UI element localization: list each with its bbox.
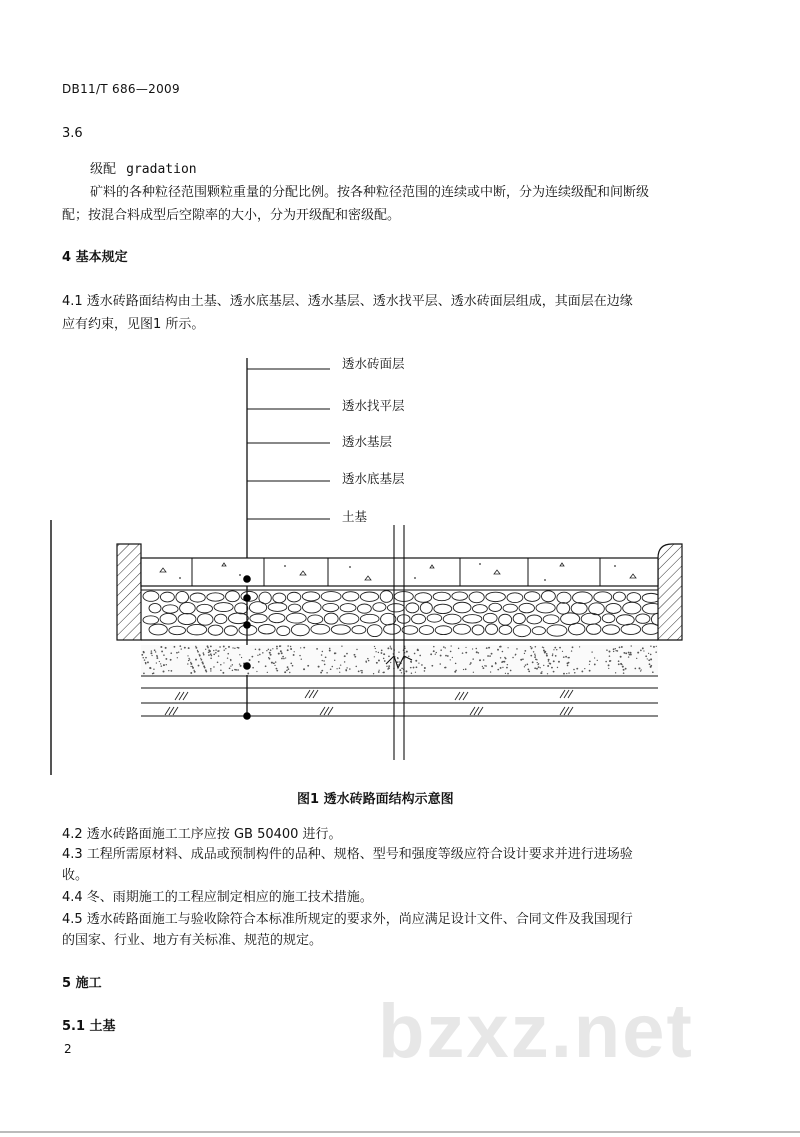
definition-line-2: 配；按混合料成型后空隙率的大小，分为开级配和密级配。 [62,208,401,223]
term-english: gradation [126,162,197,177]
figure-caption: 图1 透水砖路面结构示意图 [297,792,454,807]
layer-label-surface: 透水砖面层 [342,356,405,371]
definition-line-1: 矿料的各种粒径范围颗粒重量的分配比例。按各种粒径范围的连续或中断，分为连续级配和间断级 [90,185,650,200]
clause-4-5-line-2: 的国家、行业、地方有关标准、规范的规定。 [62,933,323,948]
clause-4-3-line-1: 4.3 工程所需原材料、成品或预制构件的品种、规格、型号和强度等级应符合设计要求并进行进场验 [62,847,633,862]
clause-4-3-line-2: 收。 [62,868,89,883]
clause-4-1-line-2: 应有约束，见图1 所示。 [62,317,205,332]
section-number: 3.6 [62,126,83,141]
section-4-heading: 4 基本规定 [62,250,128,265]
clause-4-4: 4.4 冬、雨期施工的工程应制定相应的施工技术措施。 [62,890,373,905]
page-number: 2 [64,1042,72,1056]
term-chinese: 级配 [90,162,117,177]
layer-label-subbase: 透水底基层 [342,471,405,486]
watermark: bzxz.net [378,989,694,1074]
document-code: DB11/T 686—2009 [62,82,180,96]
clause-4-1-line-1: 4.1 透水砖路面结构由土基、透水底基层、透水基层、透水找平层、透水砖面层组成，其面层在边缘 [62,294,633,309]
layer-label-base: 透水基层 [342,434,393,449]
section-5-heading: 5 施工 [62,976,102,991]
clause-4-5-line-1: 4.5 透水砖路面施工与验收除符合本标准所规定的要求外，尚应满足设计文件、合同文件及我国现行 [62,912,633,927]
clause-4-2: 4.2 透水砖路面施工工序应按 GB 50400 进行。 [62,827,342,842]
page-bottom-edge [0,1131,800,1133]
layer-label-leveling: 透水找平层 [342,398,405,413]
layer-label-subgrade: 土基 [342,509,368,524]
section-5-1-heading: 5.1 土基 [62,1019,116,1034]
